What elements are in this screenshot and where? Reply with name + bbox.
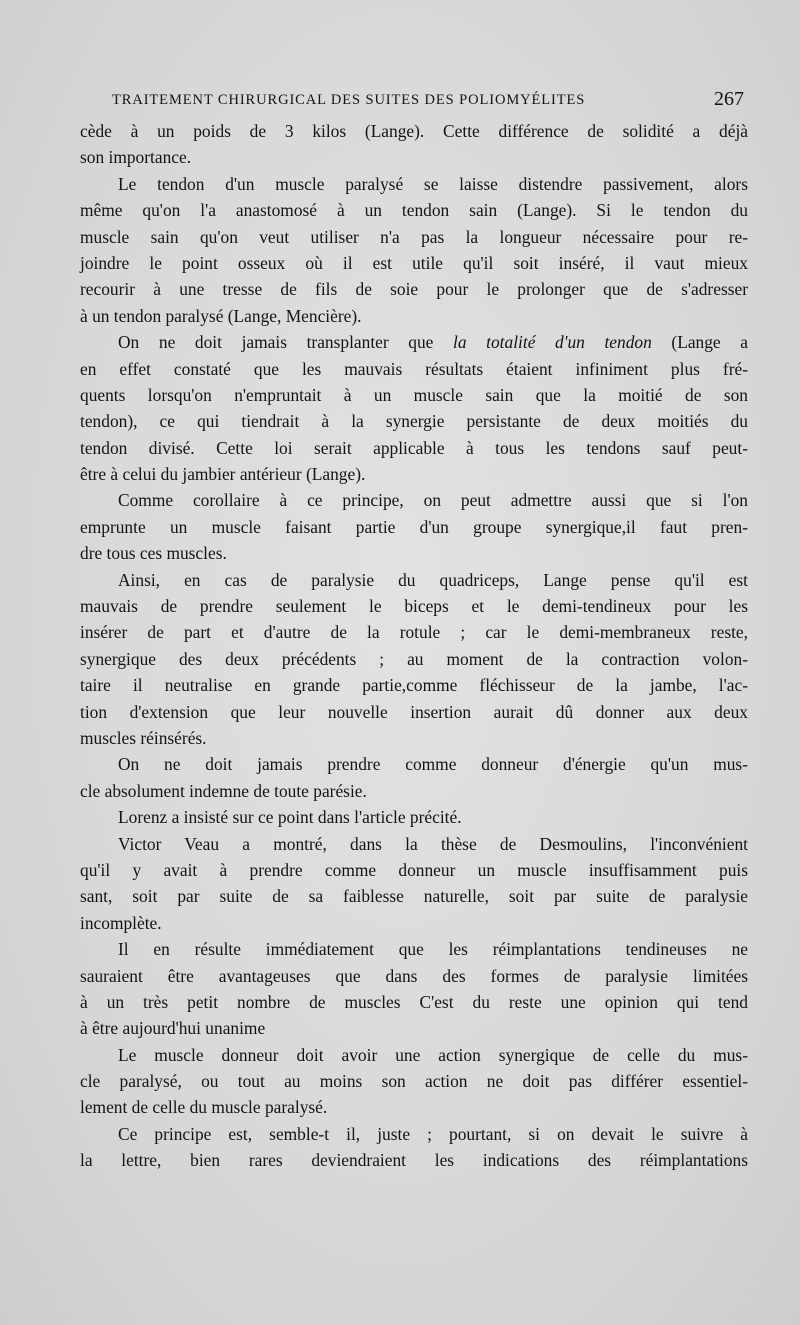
body-text (80, 118, 748, 1174)
text-line: la lettre, bien rares deviendraient les indications des réimplantations (80, 1150, 748, 1171)
text-line: tendon divisé. Cette loi serait applicable à tous les tendons sauf peut- (80, 437, 748, 458)
text-line: joindre le point osseux où il est utile qu'il soit inséré, il vaut mieux (80, 252, 748, 273)
text-line: cède à un poids de 3 kilos (Lange). Cette différence de solidité a déjà (80, 121, 748, 141)
text-line: tion d'extension que leur nouvelle insertion aurait dû donner aux deux (80, 701, 748, 722)
text-line: à un tendon paralysé (Lange, Mencière). (80, 305, 362, 326)
text-line: à un très petit nombre de muscles C'est du reste une opinion qui tend (80, 991, 748, 1012)
text-line: Ce principe est, semble-t il, juste ; pourtant, si on devait le suivre à (118, 1123, 748, 1144)
text-line: taire il neutralise en grande partie,comme fléchisseur de la jambe, l'ac- (80, 675, 748, 696)
text-line: cle absolument indemne de toute parésie. (80, 780, 367, 801)
text-line: son importance. (80, 147, 192, 168)
text-line: incomplète. (80, 912, 162, 933)
text-line: Le muscle donneur doit avoir une action synergique de celle du mus- (118, 1044, 748, 1065)
text-line: mauvais de prendre seulement le biceps et le demi-tendineux pour les (80, 596, 748, 617)
text-line: insérer de part et d'autre de la rotule ; car le demi-membraneux reste, (80, 622, 748, 643)
text-line: en effet constaté que les mauvais résultats étaient infiniment plus fré- (80, 358, 748, 379)
text-line: qu'il y avait à prendre comme donneur un muscle insuffisamment puis (80, 859, 748, 880)
text-line: recourir à une tresse de fils de soie pour le prolonger que de s'adresser (80, 279, 748, 300)
text-line: Comme corollaire à ce principe, on peut admettre aussi que si l'on (118, 490, 748, 511)
text-segment: (Lange a (651, 332, 748, 353)
page-number: 267 (714, 88, 744, 110)
text-line: cle paralysé, ou tout au moins son action ne doit pas différer essentiel- (80, 1071, 748, 1092)
text-line: muscle sain qu'on veut utiliser n'a pas la longueur nécessaire pour re- (80, 226, 748, 247)
text-line: On ne doit jamais prendre comme donneur d'énergie qu'un mus- (118, 754, 748, 775)
text-line: être à celui du jambier antérieur (Lange). (80, 464, 366, 485)
text-line: quents lorsqu'on n'empruntait à un muscle sain que la moitié de son (80, 384, 748, 405)
text-segment: On ne doit jamais transplanter que (118, 332, 454, 353)
text-line: sant, soit par suite de sa faiblesse naturelle, soit par suite de paralysie (80, 886, 748, 907)
text-line: Ainsi, en cas de paralysie du quadriceps, Lange pense qu'il est (118, 569, 748, 590)
text-line: même qu'on l'a anastomosé à un tendon sain (Lange). Si le tendon du (80, 200, 748, 221)
text-line: Victor Veau a montré, dans la thèse de Desmoulins, l'inconvénient (118, 833, 748, 854)
text-line (80, 329, 748, 355)
page-header (112, 88, 744, 114)
italic-emphasis: la totalité d'un tendon (453, 332, 652, 353)
text-line: Lorenz a insisté sur ce point dans l'article précité. (118, 807, 462, 828)
text-line: muscles réinsérés. (80, 727, 207, 748)
text-line: synergique des deux précédents ; au moment de la contraction volon- (80, 648, 748, 669)
text-line: lement de celle du muscle paralysé. (80, 1097, 328, 1118)
text-line: emprunte un muscle faisant partie d'un groupe synergique,il faut pren- (80, 516, 748, 537)
running-title: TRAITEMENT CHIRURGICAL DES SUITES DES POLIOMYÉLITES (112, 92, 586, 108)
text-line: Il en résulte immédiatement que les réimplantations tendineuses ne (118, 939, 748, 960)
text-line: à être aujourd'hui unanime (80, 1018, 266, 1039)
text-line: Le tendon d'un muscle paralysé se laisse distendre passivement, alors (118, 173, 748, 194)
text-line: tendon), ce qui tiendrait à la synergie persistante de deux moitiés du (80, 411, 748, 432)
text-line: dre tous ces muscles. (80, 543, 227, 564)
text-line: sauraient être avantageuses que dans des formes de paralysie limitées (80, 965, 748, 986)
